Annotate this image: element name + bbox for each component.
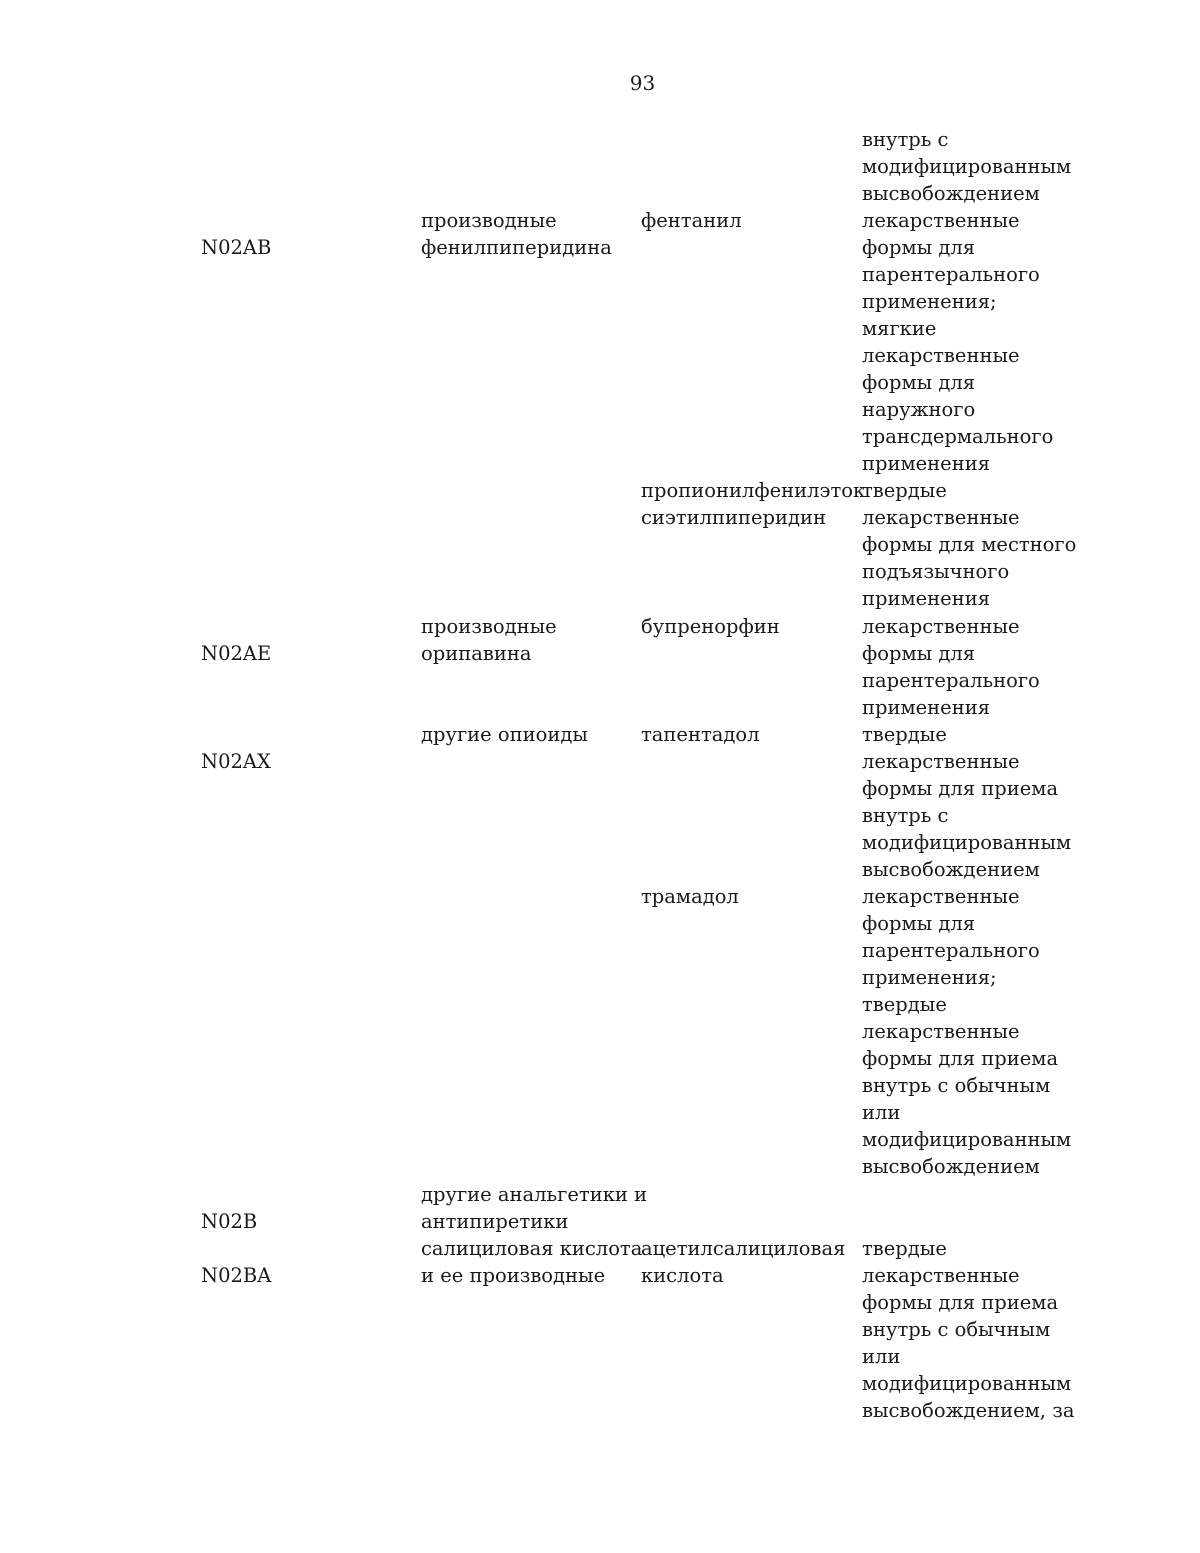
form-line: парентерального (862, 263, 1040, 286)
form-line: парентерального (862, 669, 1040, 692)
drug-cell (641, 477, 865, 531)
page-number: 93 (629, 71, 656, 95)
form-line: лекарственные (862, 885, 1020, 908)
form-line: высвобождением (862, 858, 1040, 881)
group-cell (421, 721, 588, 748)
form-line: лекарственные (862, 506, 1020, 529)
form-line: модифицированным (862, 155, 1072, 178)
form-line: лекарственные (862, 209, 1020, 232)
drug-cell (641, 883, 739, 910)
form-line: формы для (862, 371, 976, 394)
form-line: модифицированным (862, 1372, 1072, 1395)
form-cell (862, 207, 1053, 477)
form-line: лекарственные (862, 750, 1020, 773)
form-line: парентерального (862, 939, 1040, 962)
group-line: орипавина (421, 642, 532, 665)
form-cell (862, 1235, 1074, 1424)
form-line: применения (862, 452, 991, 475)
atc-code: N02AB (201, 236, 272, 259)
drug-cell (641, 207, 742, 234)
group-line: антипиретики (421, 1210, 569, 1233)
form-cell (862, 721, 1071, 883)
form-line: формы для приема (862, 1291, 1059, 1314)
form-line: подъязычного (862, 560, 1010, 583)
group-cell (421, 613, 557, 667)
form-line: твердые (862, 993, 947, 1016)
form-line: твердые (862, 479, 947, 502)
group-cell (421, 1235, 642, 1289)
form-line: высвобождением (862, 1155, 1040, 1178)
form-line: применения; (862, 966, 997, 989)
form-line: лекарственные (862, 1020, 1020, 1043)
atc-code: N02B (201, 1210, 258, 1233)
form-line: мягкие (862, 317, 937, 340)
form-cell (862, 883, 1071, 1180)
form-line: внутрь с (862, 804, 949, 827)
atc-code: N02BA (201, 1264, 272, 1287)
form-line: внутрь с обычным (862, 1318, 1051, 1341)
drug-cell (641, 721, 760, 748)
form-line: формы для местного (862, 533, 1077, 556)
drug-cell (641, 1235, 845, 1289)
form-line: высвобождением (862, 182, 1040, 205)
group-line: фенилпиперидина (421, 236, 612, 259)
drug-line: сиэтилпиперидин (641, 506, 827, 529)
form-line: внутрь с (862, 128, 949, 151)
form-line: модифицированным (862, 831, 1072, 854)
form-cell (862, 477, 1076, 612)
drug-line: кислота (641, 1264, 724, 1287)
drug-cell (641, 613, 780, 640)
atc-code: N02AE (201, 642, 272, 665)
group-line: другие опиоиды (421, 723, 588, 746)
form-line: применения; (862, 290, 997, 313)
drug-line: тапентадол (641, 723, 760, 746)
form-line: наружного (862, 398, 976, 421)
form-line: твердые (862, 723, 947, 746)
group-cell (421, 207, 612, 261)
form-line: или (862, 1101, 901, 1124)
form-line: применения (862, 587, 991, 610)
form-line: лекарственные (862, 1264, 1020, 1287)
drug-line: пропионилфенилэток (641, 479, 866, 502)
form-line: лекарственные (862, 615, 1020, 638)
group-line: салициловая кислота (421, 1237, 643, 1260)
form-line: трансдермального (862, 425, 1054, 448)
form-line: внутрь с обычным (862, 1074, 1051, 1097)
form-line: или (862, 1345, 901, 1368)
atc-code: N02AX (201, 750, 271, 773)
form-cell (862, 126, 1071, 207)
form-line: высвобождением, за (862, 1399, 1075, 1422)
form-line: модифицированным (862, 1128, 1072, 1151)
form-line: формы для (862, 912, 976, 935)
form-line: твердые (862, 1237, 947, 1260)
group-line: производные (421, 615, 557, 638)
form-line: лекарственные (862, 344, 1020, 367)
drug-line: трамадол (641, 885, 739, 908)
drug-line: фентанил (641, 209, 742, 232)
form-line: формы для (862, 642, 976, 665)
group-line: и ее производные (421, 1264, 606, 1287)
form-line: применения (862, 696, 991, 719)
drug-line: бупренорфин (641, 615, 780, 638)
form-line: формы для приема (862, 1047, 1059, 1070)
group-line: другие анальгетики и (421, 1183, 648, 1206)
form-line: формы для (862, 236, 976, 259)
group-line: производные (421, 209, 557, 232)
form-cell (862, 613, 1040, 721)
group-cell (421, 1181, 647, 1235)
form-line: формы для приема (862, 777, 1059, 800)
drug-line: ацетилсалициловая (641, 1237, 846, 1260)
